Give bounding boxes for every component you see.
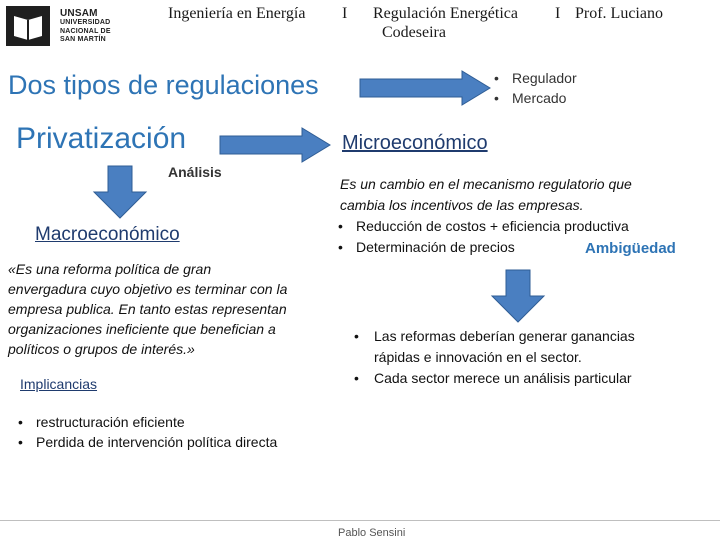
quote-line: organizaciones ineficiente que benefician a [8,321,276,337]
logo-line: UNSAM [60,8,98,19]
conclusion-line: Las reformas deberían generar ganancias [374,328,635,344]
list-item: • Determinación de precios [334,237,629,258]
subject-name: Regulación Energética [373,5,518,22]
arrow-down-icon [92,164,148,220]
conclusion-line: rápidas e innovación en el sector. [374,349,582,365]
course-name: Ingeniería en Energía [168,5,306,22]
list-item: • Cada sector merece un análisis particular [354,370,632,386]
macroeconomico-heading: Macroeconómico [35,224,180,245]
university-name [60,8,111,45]
quote-line: envergadura cuyo objetivo es terminar con la [8,281,288,297]
micro-description-line: cambia los incentivos de las empresas. [340,197,584,213]
list-item: • Mercado [490,88,577,108]
list-item: • Las reformas deberían generar ganancias [354,328,635,344]
list-item: • Regulador [490,68,577,88]
arrow-right-icon [218,127,332,163]
professor-line-2: Codeseira [382,24,446,41]
list-item: • Reducción de costos + eficiencia productiva [334,216,629,237]
arrow-down-icon [490,268,546,324]
university-logo-icon [6,6,50,46]
list-item: • Perdida de intervención política directa [14,432,277,452]
professor-line-1: Prof. Luciano [575,5,663,22]
footer-author: Pablo Sensini [338,527,406,539]
arrow-right-icon [358,70,492,106]
quote-line: políticos o grupos de interés.» [8,341,195,357]
conclusion-line: Cada sector merece un análisis particular [374,370,632,386]
regulation-types-list [490,68,577,108]
micro-conclusions-list [354,326,714,389]
header-separator: I [342,5,348,22]
footer-divider [0,520,720,521]
privatizacion-heading: Privatización [16,122,187,155]
logo-line: SAN MARTÍN [60,36,106,43]
implicancias-heading: Implicancias [20,376,98,392]
microeconomico-heading: Microeconómico [342,132,488,154]
ambiguedad-label: Ambigüedad [585,240,676,257]
micro-description-line: Es un cambio en el mecanismo regulatorio que [340,176,632,192]
quote-line: «Es una reforma política de gran [8,261,212,277]
page-title: Dos tipos de regulaciones [8,70,319,100]
quote-line: empresa publica. En tanto estas representan [8,301,287,317]
list-item: • restructuración eficiente [14,412,277,432]
logo-line: NACIONAL DE [60,27,111,35]
logo-line: UNIVERSIDAD [60,19,111,26]
implicancias-list [14,412,277,452]
macro-quote [8,259,353,359]
header-separator-2: I [555,5,561,22]
analisis-label: Análisis [168,164,222,180]
